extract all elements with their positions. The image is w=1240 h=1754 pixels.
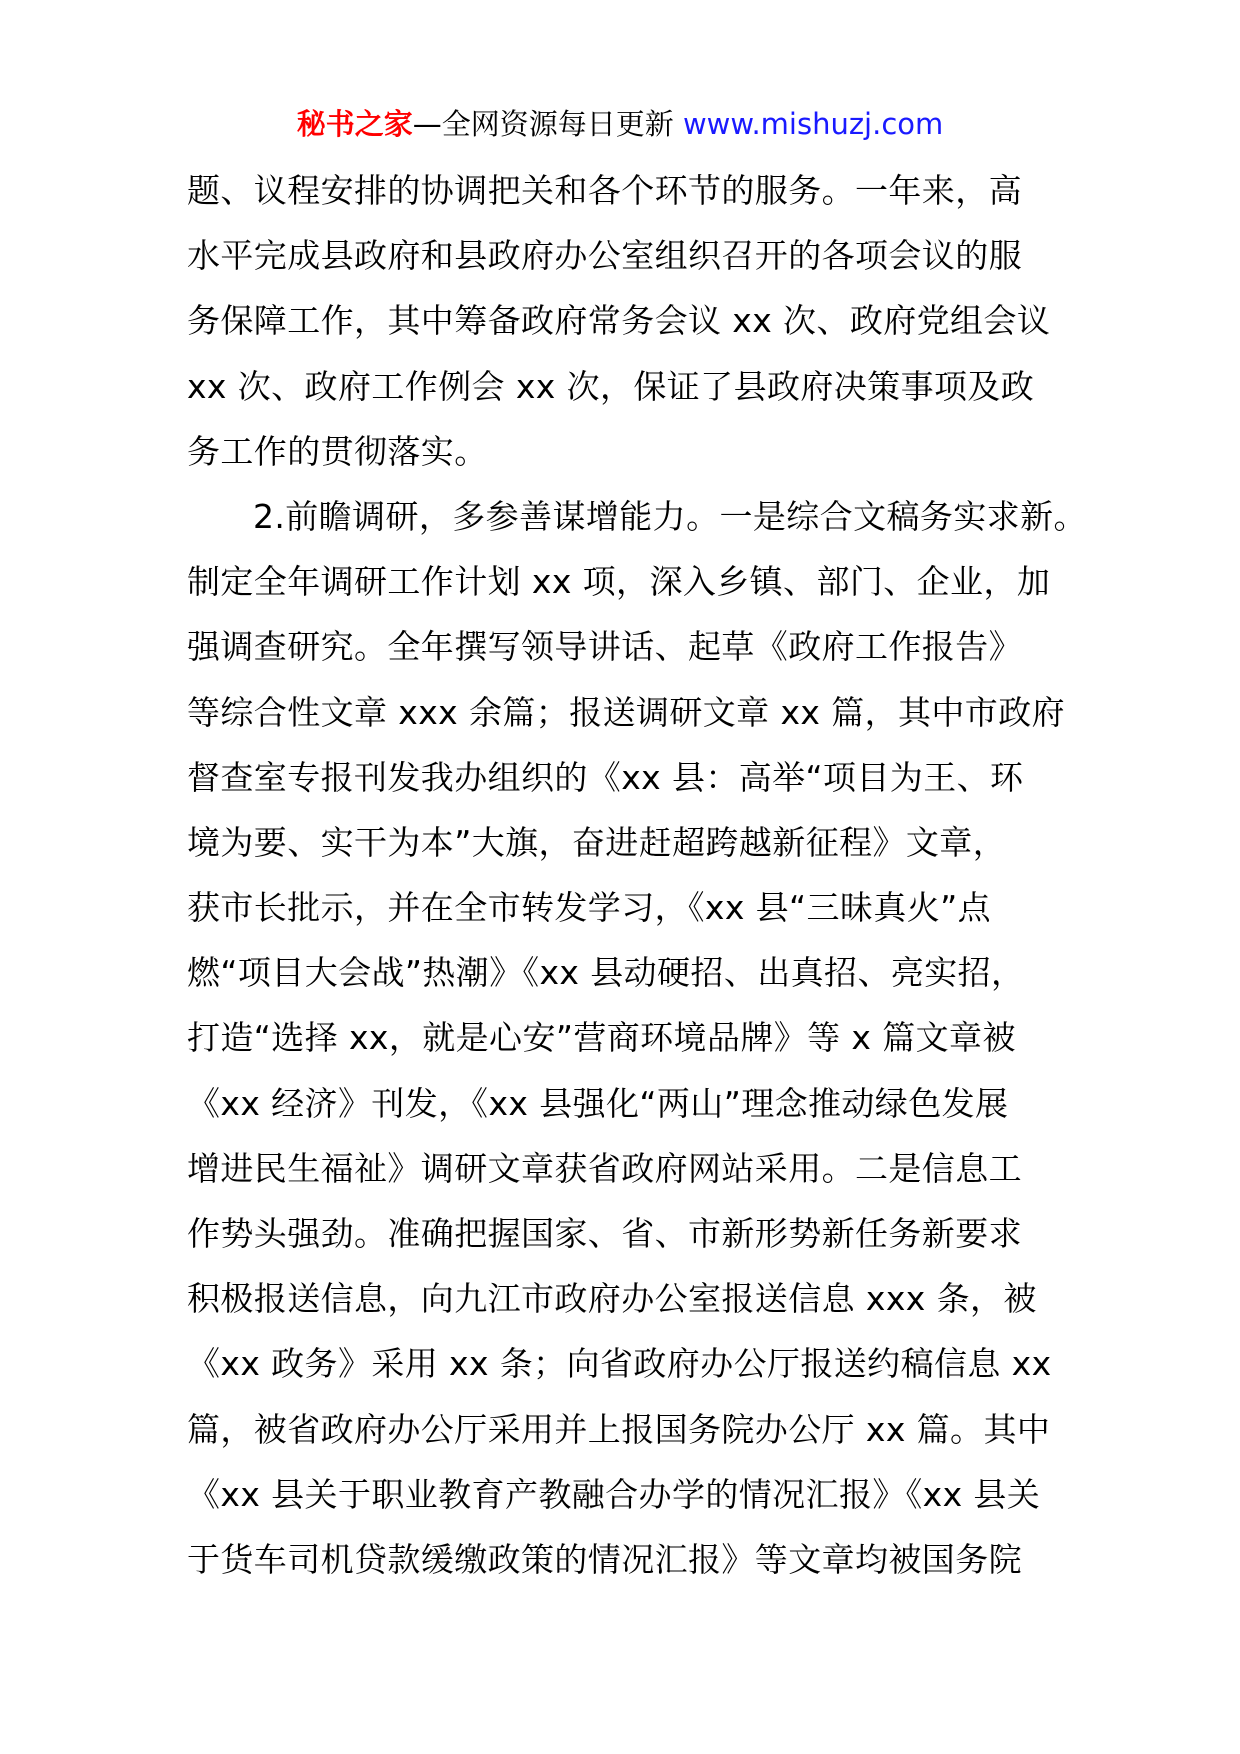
text-line: 《xx 县关于职业教育产教融合办学的情况汇报》《xx 县关 <box>187 1474 1041 1514</box>
document-body <box>187 158 1087 1592</box>
text-line: 务工作的贯彻落实。 <box>187 431 488 471</box>
text-line: 作势头强劲。准确把握国家、省、市新形势新任务新要求 <box>187 1214 1022 1253</box>
text-line: 强调查研究。全年撰写领导讲话、起草《政府工作报告》 <box>187 627 1022 667</box>
text-line: 增进民生福祉》调研文章获省政府网站采用。二是信息工 <box>187 1148 1022 1188</box>
site-url[interactable]: www.mishuzj.com <box>682 107 944 141</box>
page-header <box>0 104 1240 144</box>
text-line: 境为要、实干为本”大旗，奋进赶超跨越新征程》文章， <box>187 822 1007 862</box>
text-line: 等综合性文章 xxx 余篇；报送调研文章 xx 篇，其中市政府 <box>187 692 1066 732</box>
text-line: 务保障工作，其中筹备政府常务会议 xx 次、政府党组会议 <box>187 301 1051 341</box>
text-line: 篇，被省政府办公厅采用并上报国务院办公厅 xx 篇。其中 <box>187 1409 1051 1449</box>
text-line: 燃“项目大会战”热潮》《xx 县动硬招、出真招、亮实招， <box>187 953 1025 993</box>
text-line: 制定全年调研工作计划 xx 项，深入乡镇、部门、企业，加 <box>187 562 1051 602</box>
paragraph-heading-line: 2.前瞻调研，多参善谋增能力。一是综合文稿务实求新。 <box>253 496 1087 536</box>
header-slogan: —全网资源每日更新 <box>412 107 674 141</box>
text-line: 打造“选择 xx，就是心安”营商环境品牌》等 x 篇文章被 <box>187 1018 1016 1058</box>
text-line: 题、议程安排的协调把关和各个环节的服务。一年来，高 <box>187 171 1022 210</box>
brand-name: 秘书之家 <box>296 107 413 141</box>
text-line: 积极报送信息，向九江市政府办公室报送信息 xxx 条，被 <box>187 1279 1037 1319</box>
text-line: 水平完成县政府和县政府办公室组织召开的各项会议的服 <box>187 236 1022 276</box>
text-line: 《xx 经济》刊发，《xx 县强化“两山”理念推动绿色发展 <box>187 1083 1009 1123</box>
text-line: 《xx 政务》采用 xx 条；向省政府办公厅报送约稿信息 xx <box>187 1344 1052 1384</box>
text-line: xx 次、政府工作例会 xx 次，保证了县政府决策事项及政 <box>187 366 1035 406</box>
text-line: 督查室专报刊发我办组织的《xx 县：高举“项目为王、环 <box>187 757 1024 797</box>
text-line: 获市长批示，并在全市转发学习，《xx 县“三昧真火”点 <box>187 888 992 928</box>
text-line: 于货车司机贷款缓缴政策的情况汇报》等文章均被国务院 <box>187 1539 1022 1579</box>
